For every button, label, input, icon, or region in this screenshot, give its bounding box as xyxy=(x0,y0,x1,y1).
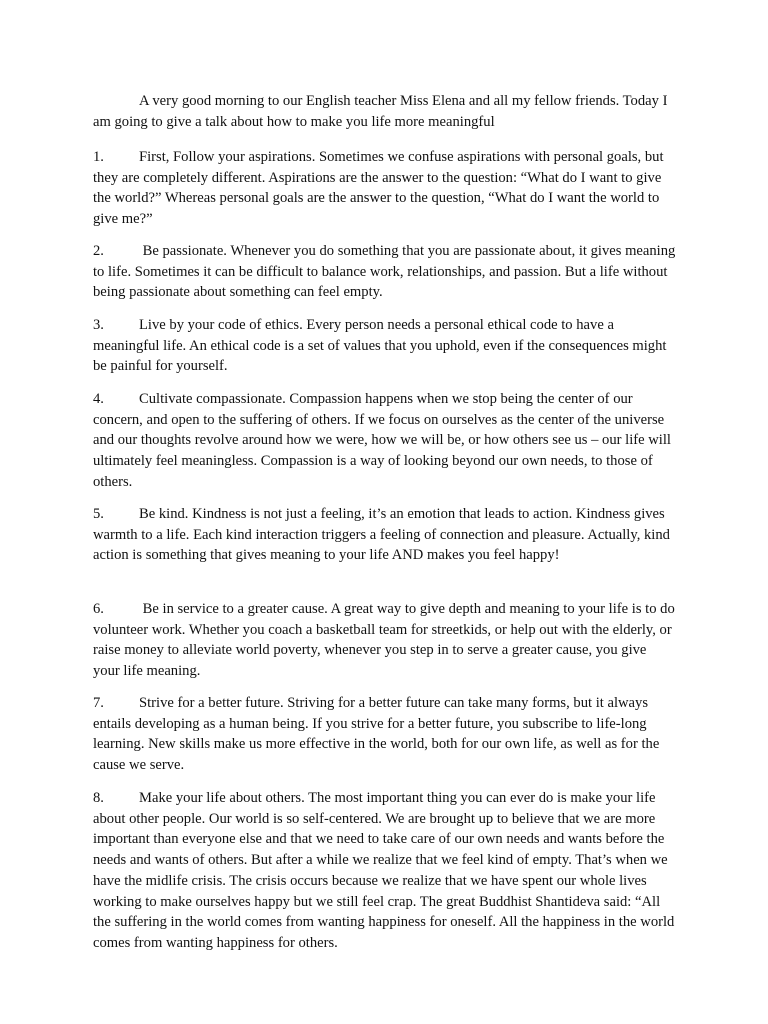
list-item-number: 7. xyxy=(93,695,104,711)
list-item xyxy=(93,788,676,954)
list-item-text: Strive for a better future. Striving for a better future can take many forms, but it always entails developing as a human being. If you strive for a better future, you subscribe to life-long learning. New skills make us more effective in the world, both for our own life, as well as for the cause we serve. xyxy=(93,695,660,774)
list-item xyxy=(93,315,676,377)
list-item-number: 4. xyxy=(93,391,104,407)
list-item-number: 6. xyxy=(93,601,104,617)
list-item-text: First, Follow your aspirations. Sometimes we confuse aspirations with personal goals, but they are completely different. Aspirations are the answer to the question: “What do I want to give the world?” Whereas personal goals are the answer to the question, “What do I want the world to give me?” xyxy=(93,149,664,228)
list-item-text: Be in service to a greater cause. A great way to give depth and meaning to your life is to do volunteer work. Whether you coach a basketball team for streetkids, or help out with the elderly, or raise money to alleviate world poverty, whenever you step in to serve a greater cause, you give your life meaning. xyxy=(93,601,675,680)
list-item-text: Be passionate. Whenever you do something that you are passionate about, it gives meaning to life. Sometimes it can be difficult to balance work, relationships, and passion. But a life without being passionate about something can feel empty. xyxy=(93,243,676,301)
list-item-number: 5. xyxy=(93,506,104,522)
list-item-text: Be kind. Kindness is not just a feeling, it’s an emotion that leads to action. Kindness gives warmth to a life. Each kind interaction triggers a feeling of connection and pleasure. Actually, kind action is something that gives meaning to your life AND makes you feel happy! xyxy=(93,506,670,564)
list-item-text: Live by your code of ethics. Every person needs a personal ethical code to have a meaningful life. An ethical code is a set of values that you uphold, even if the consequences might be painful for yourself. xyxy=(93,317,667,375)
list-item-number: 3. xyxy=(93,317,104,333)
list-item xyxy=(93,241,676,303)
list-item-text: Cultivate compassionate. Compassion happens when we stop being the center of our concern, and open to the suffering of others. If we focus on ourselves as the center of the universe and our thoughts revolve around how we were, how we will be, or how others see us – our life will ultimately feel meaningless. Compassion is a way of looking beyond our own needs, to those of others. xyxy=(93,391,671,490)
list-item-number: 1. xyxy=(93,149,104,165)
list-item-number: 2. xyxy=(93,243,104,259)
list-item xyxy=(93,147,676,230)
intro-paragraph: A very good morning to our English teacher Miss Elena and all my fellow friends. Today I am going to give a talk about how to make you life more meaningful xyxy=(93,93,668,130)
list-item-text: Make your life about others. The most important thing you can ever do is make your life about other people. Our world is so self-centered. We are brought up to believe that we are more important than everyone else and that we need to take care of our own needs and wants before the needs and wants of others. But after a while we realize that we feel kind of empty. That’s when we have the midlife crisis. The crisis occurs because we realize that we have spent our whole lives working to make ourselves happy but we still feel crap. The great Buddhist Shantideva said: “All the suffering in the world comes from wanting happiness for oneself. All the happiness in the world comes from wanting happiness for others. xyxy=(93,790,675,951)
list-item xyxy=(93,389,676,493)
list-item-number: 8. xyxy=(93,790,104,806)
list-item xyxy=(93,693,676,776)
list-item xyxy=(93,504,676,566)
list-item xyxy=(93,599,676,682)
